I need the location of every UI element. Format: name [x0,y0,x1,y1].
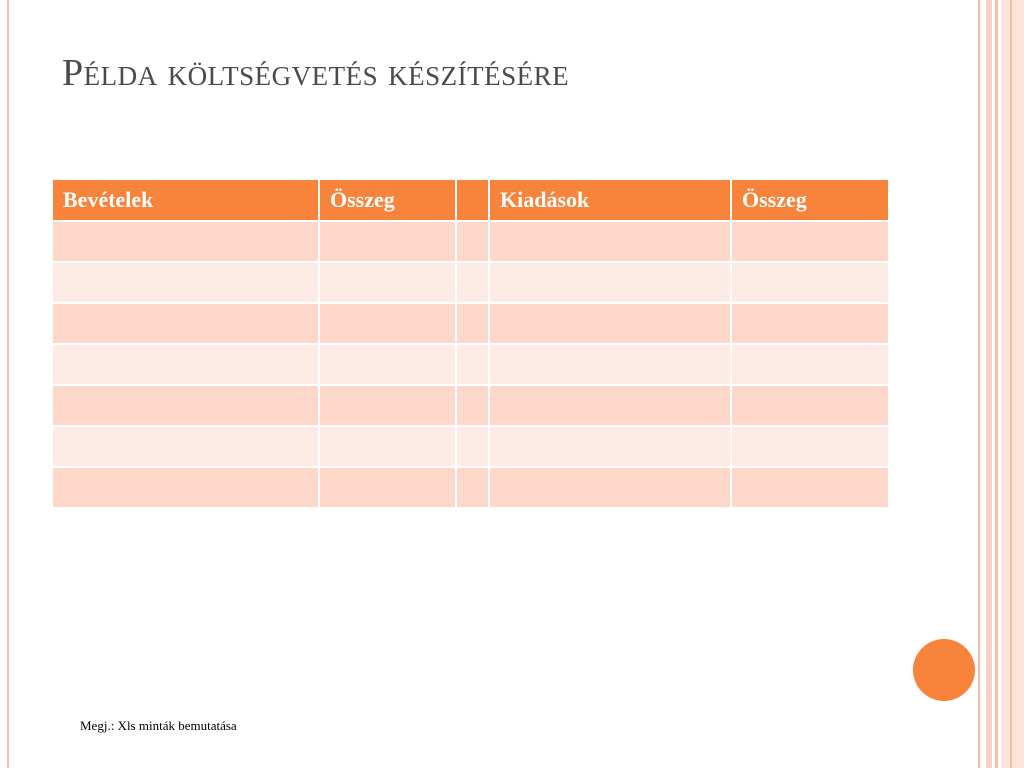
table-cell [731,385,889,426]
table-cell [52,303,319,344]
table-cell [731,344,889,385]
table-cell [456,262,489,303]
table-row [52,385,889,426]
table-row [52,262,889,303]
table-cell [489,426,731,467]
header-spacer [456,179,489,221]
left-border-line [7,0,9,768]
right-stripe [1010,0,1012,768]
table-cell [489,262,731,303]
table-cell [456,344,489,385]
table-cell [456,221,489,262]
table-cell [52,467,319,508]
table-cell [731,262,889,303]
orange-circle-icon [913,639,975,701]
table-cell [52,262,319,303]
table-cell [731,221,889,262]
table-cell [456,303,489,344]
table-row [52,467,889,508]
table-cell [731,303,889,344]
table-cell [456,426,489,467]
header-expenses: Kiadások [489,179,731,221]
footnote: Megj.: Xls minták bemutatása [80,718,237,733]
table-row [52,221,889,262]
table-cell [319,262,456,303]
header-income: Bevételek [52,179,319,221]
table-cell [731,467,889,508]
table-cell [319,467,456,508]
table-cell [489,467,731,508]
header-expenses-amount: Összeg [731,179,889,221]
table-cell [489,303,731,344]
header-income-amount: Összeg [319,179,456,221]
right-stripe [986,0,992,768]
slide-title: Példa költségvetés készítésére [62,52,570,94]
table-cell [731,426,889,467]
table-row [52,344,889,385]
table-cell [456,467,489,508]
table-cell [319,344,456,385]
table-header-row [52,179,889,221]
table-cell [319,385,456,426]
table-cell [319,221,456,262]
table-row [52,303,889,344]
table-cell [52,221,319,262]
right-stripe [978,0,980,768]
right-stripe [1001,0,1024,768]
table-cell [456,385,489,426]
table-cell [52,344,319,385]
budget-table [51,178,890,509]
table-cell [319,303,456,344]
right-stripe [995,0,998,768]
table-cell [489,344,731,385]
table-cell [52,385,319,426]
table-cell [489,221,731,262]
table-cell [52,426,319,467]
table-cell [319,426,456,467]
table-cell [489,385,731,426]
table-row [52,426,889,467]
